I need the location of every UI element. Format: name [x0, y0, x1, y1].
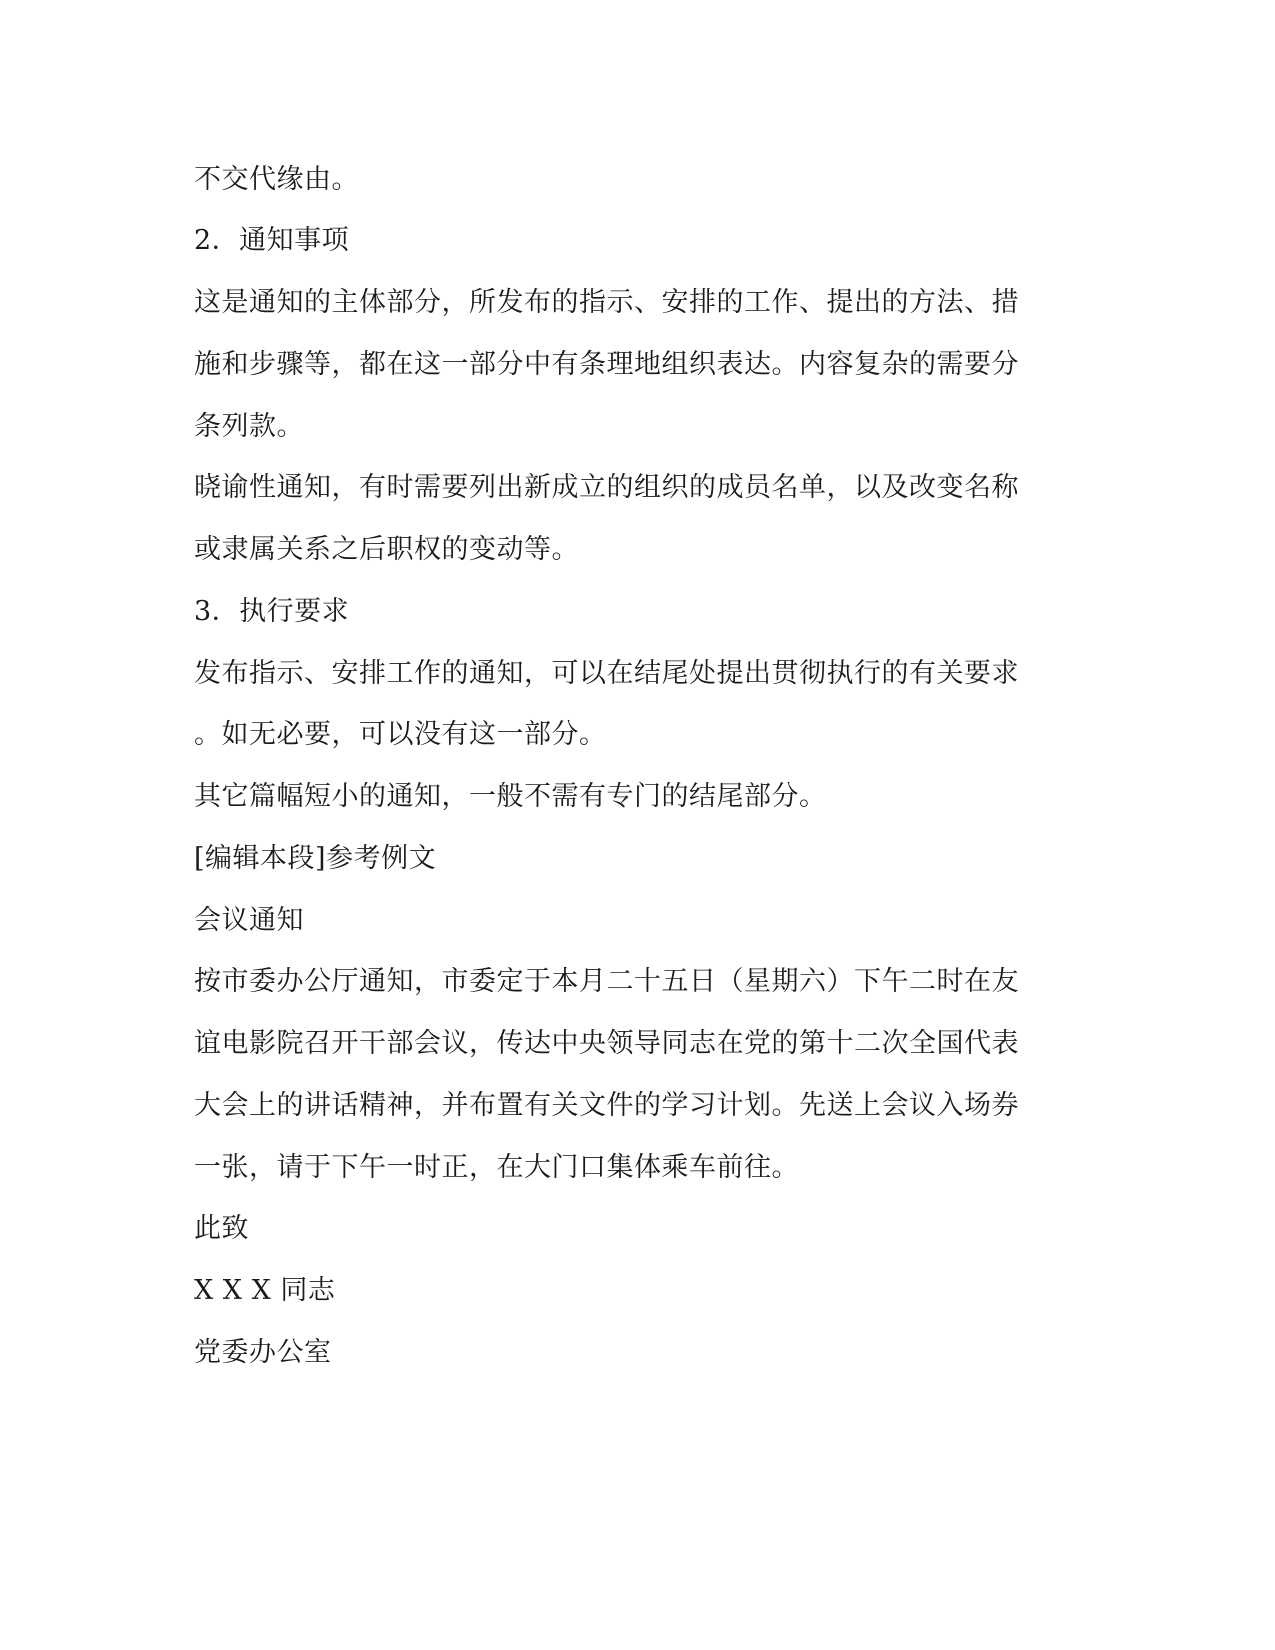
text-line: 这是通知的主体部分，所发布的指示、安排的工作、提出的方法、措 — [194, 287, 1019, 318]
recipient: X X X 同志 — [194, 1275, 336, 1306]
text-line: 条列款。 — [194, 411, 304, 442]
section-heading: 2．通知事项 — [194, 225, 350, 256]
text-line: 按市委办公厅通知，市委定于本月二十五日（星期六）下午二时在友 — [194, 966, 1019, 997]
text-line: 大会上的讲话精神，并布置有关文件的学习计划。先送上会议入场券 — [194, 1090, 1019, 1121]
text-line: 晓谕性通知，有时需要列出新成立的组织的成员名单，以及改变名称 — [194, 472, 1019, 503]
text-line: 发布指示、安排工作的通知，可以在结尾处提出贯彻执行的有关要求 — [194, 658, 1019, 689]
text-line: 谊电影院召开干部会议，传达中央领导同志在党的第十二次全国代表 — [194, 1028, 1019, 1059]
text-line: 不交代缘由。 — [194, 164, 359, 195]
text-line: 其它篇幅短小的通知，一般不需有专门的结尾部分。 — [194, 781, 827, 812]
text-line: 。如无必要，可以没有这一部分。 — [194, 719, 607, 750]
section-heading: [编辑本段]参考例文 — [194, 843, 437, 874]
text-line: 施和步骤等，都在这一部分中有条理地组织表达。内容复杂的需要分 — [194, 349, 1019, 380]
text-line: 一张，请于下午一时正，在大门口集体乘车前往。 — [194, 1152, 799, 1183]
example-title: 会议通知 — [194, 905, 304, 936]
text-line: 或隶属关系之后职权的变动等。 — [194, 534, 579, 565]
section-heading: 3．执行要求 — [194, 596, 350, 627]
closing-salutation: 此致 — [194, 1213, 249, 1244]
sender: 党委办公室 — [194, 1337, 332, 1368]
